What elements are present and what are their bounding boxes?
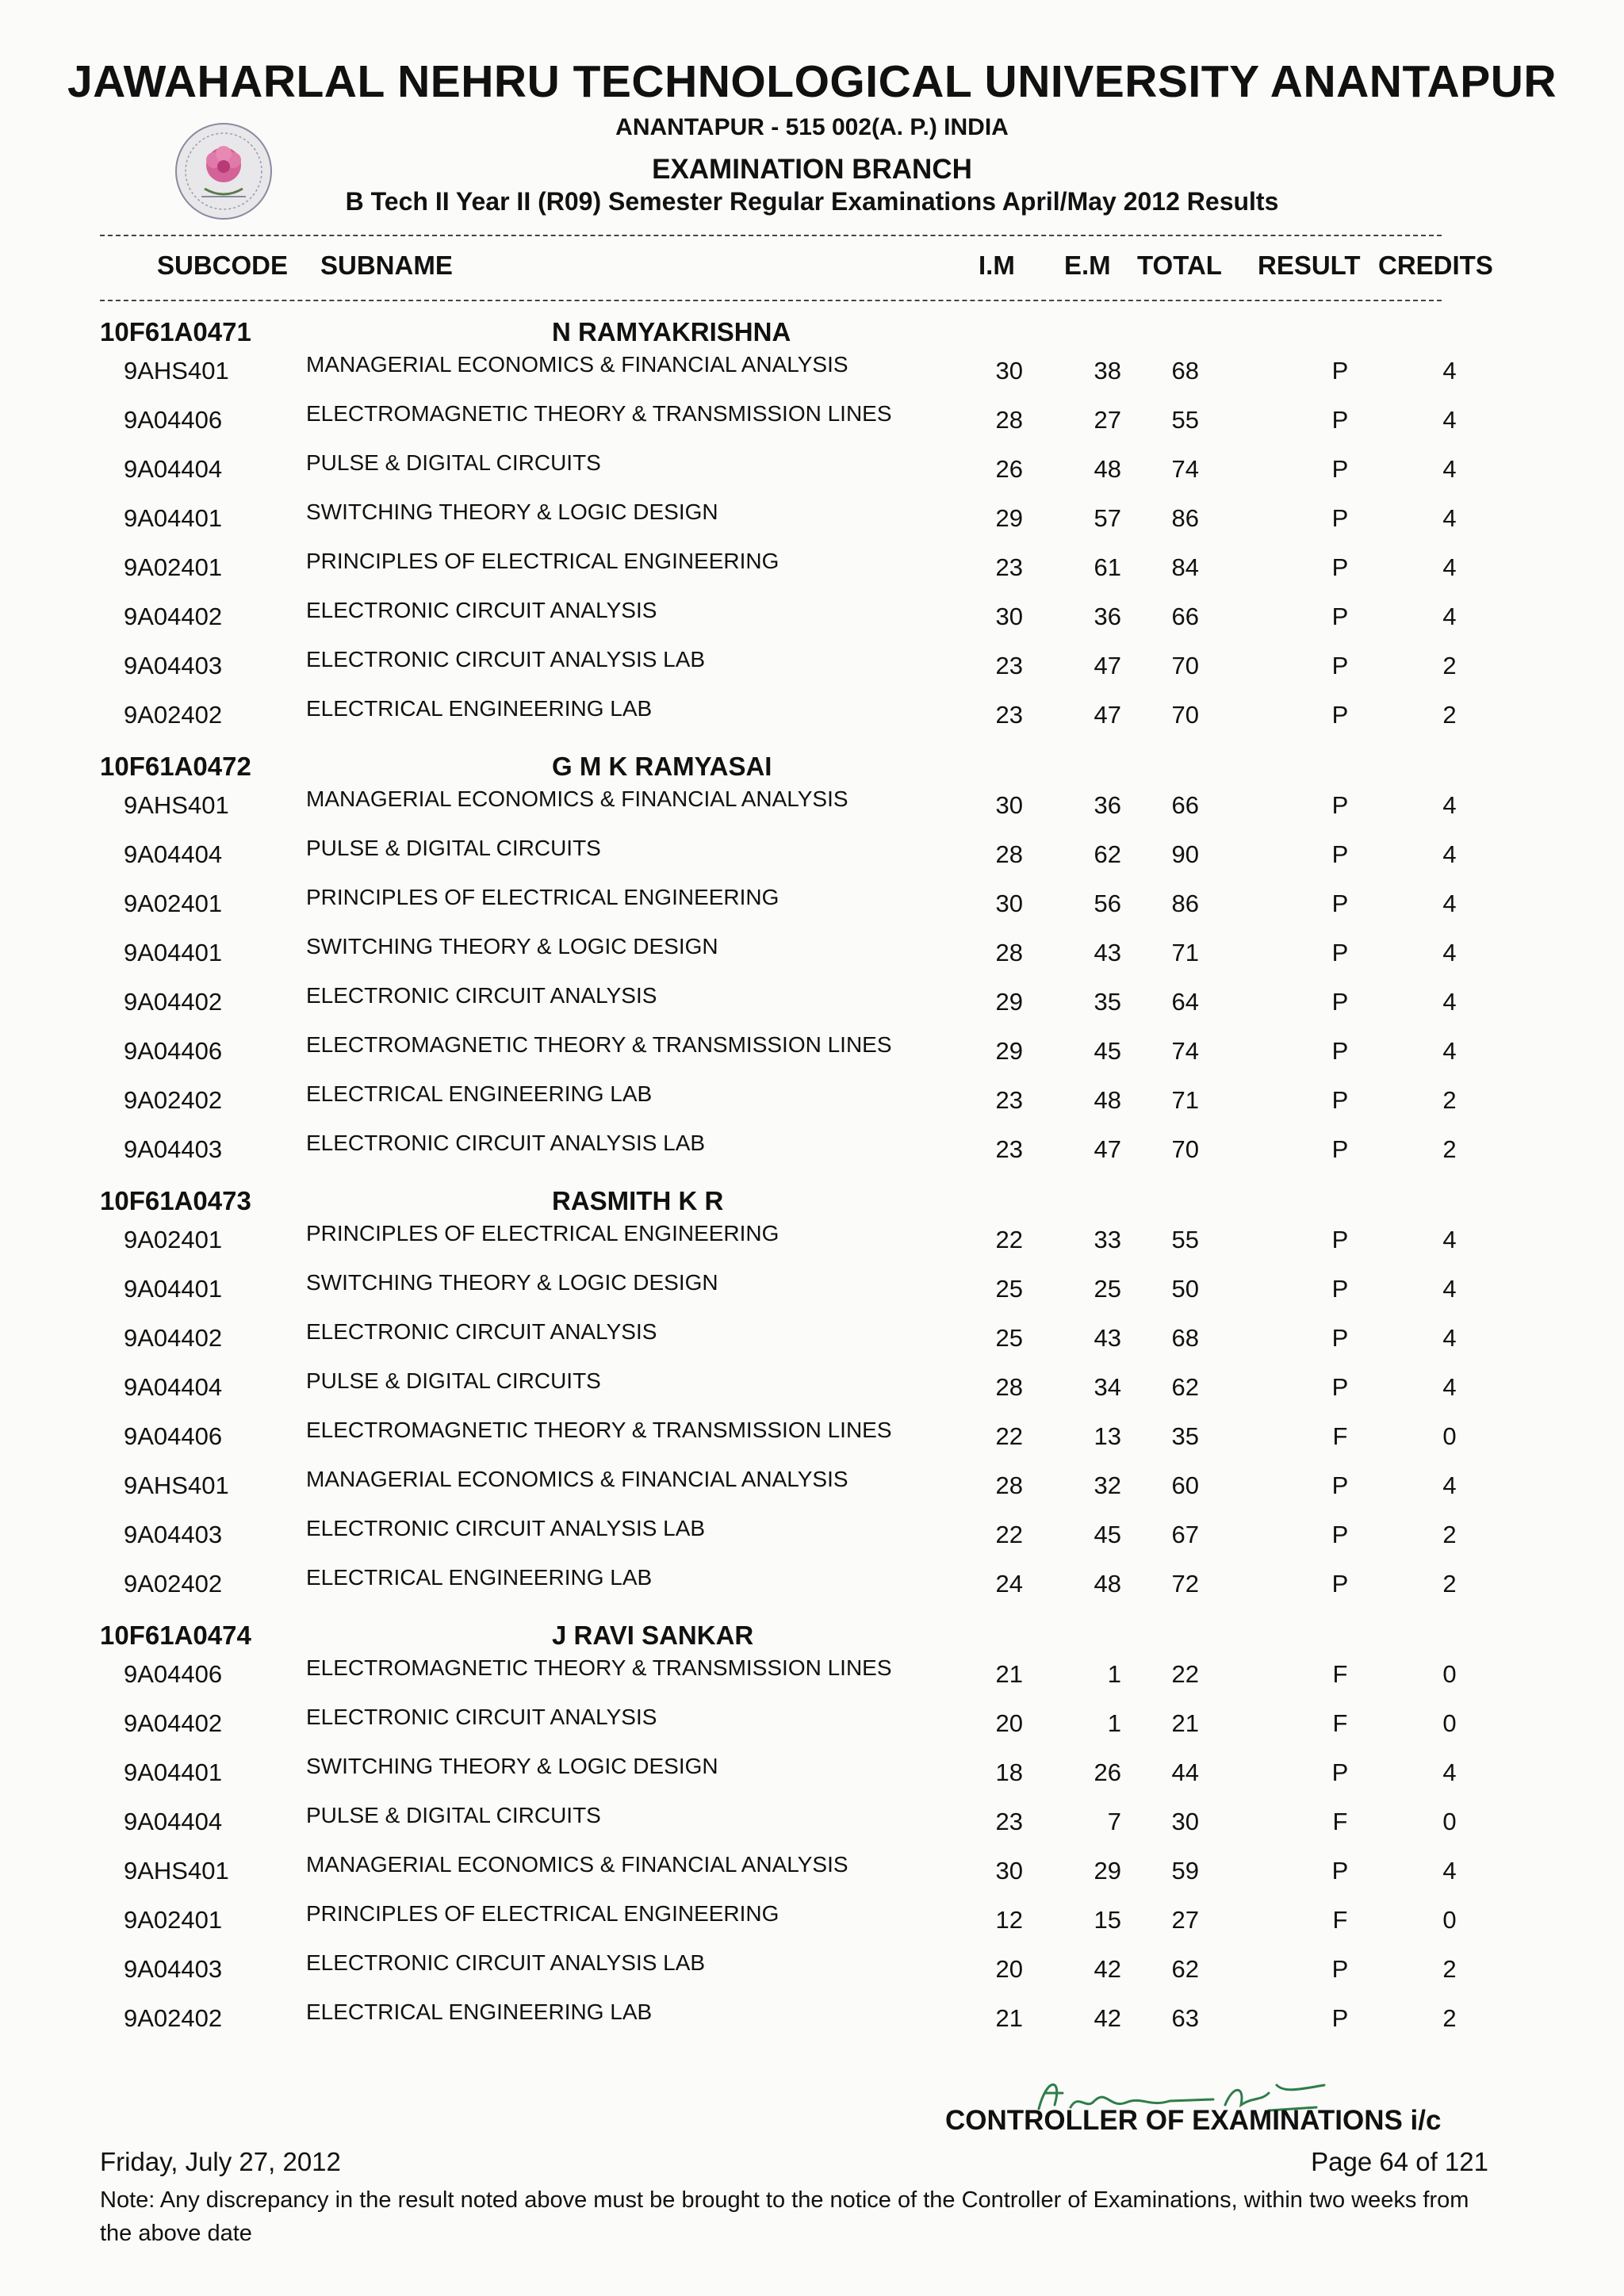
internal-marks: 29	[995, 504, 1023, 532]
internal-marks: 28	[995, 406, 1023, 434]
total-marks: 66	[1171, 603, 1199, 630]
external-marks: 38	[1094, 357, 1121, 385]
column-header-subcode: SUBCODE	[157, 251, 289, 280]
result: P	[1331, 553, 1349, 581]
subject-name: ELECTRONIC CIRCUIT ANALYSIS	[306, 983, 657, 1008]
result: P	[1331, 2004, 1349, 2032]
table-row	[0, 645, 1624, 695]
credits: 4	[1442, 1373, 1457, 1401]
result: F	[1332, 1906, 1348, 1934]
credits: 4	[1442, 1758, 1457, 1786]
table-row	[0, 596, 1624, 645]
subject-name: ELECTRICAL ENGINEERING LAB	[306, 1999, 653, 2024]
result: P	[1331, 840, 1349, 868]
total-marks: 62	[1171, 1955, 1199, 1983]
internal-marks: 28	[995, 1471, 1023, 1499]
subject-code: 9A04403	[124, 652, 223, 679]
subject-code: 9A04401	[124, 1275, 223, 1303]
external-marks: 62	[1094, 840, 1121, 868]
student-name: G M K RAMYASAI	[552, 752, 772, 781]
external-marks: 42	[1094, 1955, 1121, 1983]
subject-code: 9A04401	[124, 504, 223, 532]
total-marks: 55	[1171, 406, 1199, 434]
subject-code: 9AHS401	[124, 791, 229, 819]
examination-branch: EXAMINATION BRANCH	[652, 154, 972, 185]
subject-code: 9A04402	[124, 988, 223, 1016]
subject-code: 9A04403	[124, 1521, 223, 1548]
internal-marks: 30	[995, 791, 1023, 819]
result: F	[1332, 1422, 1348, 1450]
external-marks: 57	[1094, 504, 1121, 532]
table-row	[0, 834, 1624, 883]
internal-marks: 20	[995, 1955, 1023, 1983]
subject-name: ELECTRONIC CIRCUIT ANALYSIS LAB	[306, 1516, 706, 1540]
credits: 4	[1442, 791, 1457, 819]
subject-code: 9AHS401	[124, 1471, 229, 1499]
subject-name: ELECTROMAGNETIC THEORY & TRANSMISSION LINES	[306, 401, 892, 426]
subject-code: 9A02402	[124, 1570, 223, 1598]
table-row	[0, 400, 1624, 449]
student-name: N RAMYAKRISHNA	[552, 317, 791, 346]
subject-code: 9A04406	[124, 1422, 223, 1450]
table-row	[0, 883, 1624, 932]
result: P	[1331, 1037, 1349, 1065]
subject-code: 9A04401	[124, 1758, 223, 1786]
external-marks: 1	[1107, 1660, 1121, 1688]
external-marks: 29	[1094, 1857, 1121, 1885]
student-roll-number: 10F61A0474	[100, 1621, 251, 1650]
credits: 0	[1442, 1906, 1457, 1934]
header-divider-bottom	[100, 300, 1442, 301]
credits: 4	[1442, 455, 1457, 483]
total-marks: 35	[1171, 1422, 1199, 1450]
table-row	[0, 498, 1624, 547]
total-marks: 71	[1171, 939, 1199, 966]
internal-marks: 23	[995, 1135, 1023, 1163]
credits: 0	[1442, 1660, 1457, 1688]
subject-code: 9A02401	[124, 890, 223, 917]
subject-code: 9A02402	[124, 2004, 223, 2032]
internal-marks: 23	[995, 1808, 1023, 1835]
table-row	[0, 1949, 1624, 1998]
subject-code: 9A04402	[124, 1324, 223, 1352]
table-row	[0, 1465, 1624, 1514]
subject-name: SWITCHING THEORY & LOGIC DESIGN	[306, 934, 718, 959]
external-marks: 61	[1094, 553, 1121, 581]
external-marks: 15	[1094, 1906, 1121, 1934]
column-header-subname: SUBNAME	[320, 251, 453, 280]
internal-marks: 25	[995, 1275, 1023, 1303]
subject-code: 9A04406	[124, 1037, 223, 1065]
table-row	[0, 1654, 1624, 1703]
result: P	[1331, 1373, 1349, 1401]
table-row	[0, 547, 1624, 596]
student-roll-number: 10F61A0473	[100, 1186, 251, 1215]
credits: 4	[1442, 890, 1457, 917]
result: P	[1331, 939, 1349, 966]
result: P	[1331, 791, 1349, 819]
result: F	[1332, 1709, 1348, 1737]
total-marks: 55	[1171, 1226, 1199, 1253]
total-marks: 62	[1171, 1373, 1199, 1401]
external-marks: 47	[1094, 701, 1121, 729]
internal-marks: 30	[995, 1857, 1023, 1885]
internal-marks: 29	[995, 1037, 1023, 1065]
credits: 0	[1442, 1808, 1457, 1835]
total-marks: 63	[1171, 2004, 1199, 2032]
credits: 4	[1442, 939, 1457, 966]
subject-name: PULSE & DIGITAL CIRCUITS	[306, 1368, 601, 1393]
subject-name: SWITCHING THEORY & LOGIC DESIGN	[306, 1754, 718, 1778]
total-marks: 44	[1171, 1758, 1199, 1786]
internal-marks: 24	[995, 1570, 1023, 1598]
table-row	[0, 1031, 1624, 1080]
table-row	[0, 1318, 1624, 1367]
external-marks: 26	[1094, 1758, 1121, 1786]
credits: 4	[1442, 840, 1457, 868]
internal-marks: 23	[995, 652, 1023, 679]
subject-code: 9A02402	[124, 701, 223, 729]
total-marks: 74	[1171, 455, 1199, 483]
student-roll-number: 10F61A0472	[100, 752, 251, 781]
credits: 4	[1442, 1471, 1457, 1499]
result: P	[1331, 357, 1349, 385]
external-marks: 47	[1094, 652, 1121, 679]
subject-name: ELECTRONIC CIRCUIT ANALYSIS	[306, 1319, 657, 1344]
total-marks: 67	[1171, 1521, 1199, 1548]
subject-code: 9A04401	[124, 939, 223, 966]
subject-code: 9A04404	[124, 455, 223, 483]
credits: 2	[1442, 701, 1457, 729]
total-marks: 70	[1171, 652, 1199, 679]
subject-name: ELECTRONIC CIRCUIT ANALYSIS	[306, 598, 657, 622]
result: P	[1331, 988, 1349, 1016]
credits: 0	[1442, 1709, 1457, 1737]
table-row	[0, 1514, 1624, 1563]
subject-name: ELECTRONIC CIRCUIT ANALYSIS LAB	[306, 1950, 706, 1975]
result: P	[1331, 701, 1349, 729]
internal-marks: 21	[995, 1660, 1023, 1688]
credits: 4	[1442, 504, 1457, 532]
result: P	[1331, 603, 1349, 630]
table-row	[0, 350, 1624, 400]
table-row	[0, 449, 1624, 498]
internal-marks: 23	[995, 1086, 1023, 1114]
table-row	[0, 1563, 1624, 1613]
table-row	[0, 1367, 1624, 1416]
credits: 4	[1442, 1275, 1457, 1303]
result: P	[1331, 1570, 1349, 1598]
total-marks: 21	[1171, 1709, 1199, 1737]
credits: 0	[1442, 1422, 1457, 1450]
internal-marks: 26	[995, 455, 1023, 483]
subject-code: 9A04404	[124, 1373, 223, 1401]
internal-marks: 23	[995, 701, 1023, 729]
subject-name: MANAGERIAL ECONOMICS & FINANCIAL ANALYSIS	[306, 1852, 848, 1877]
external-marks: 1	[1107, 1709, 1121, 1737]
table-row	[0, 1269, 1624, 1318]
internal-marks: 22	[995, 1422, 1023, 1450]
subject-code: 9A02402	[124, 1086, 223, 1114]
internal-marks: 29	[995, 988, 1023, 1016]
student-name: J RAVI SANKAR	[552, 1621, 754, 1650]
credits: 4	[1442, 1037, 1457, 1065]
external-marks: 48	[1094, 1570, 1121, 1598]
total-marks: 86	[1171, 504, 1199, 532]
external-marks: 45	[1094, 1037, 1121, 1065]
internal-marks: 30	[995, 603, 1023, 630]
total-marks: 22	[1171, 1660, 1199, 1688]
credits: 4	[1442, 1226, 1457, 1253]
total-marks: 71	[1171, 1086, 1199, 1114]
external-marks: 13	[1094, 1422, 1121, 1450]
total-marks: 66	[1171, 791, 1199, 819]
result: P	[1331, 1521, 1349, 1548]
page-number: Page 64 of 121	[1311, 2147, 1488, 2176]
credits: 4	[1442, 406, 1457, 434]
table-row	[0, 1752, 1624, 1801]
subject-code: 9A04402	[124, 603, 223, 630]
internal-marks: 28	[995, 939, 1023, 966]
subject-code: 9A02401	[124, 1906, 223, 1934]
external-marks: 43	[1094, 939, 1121, 966]
credits: 2	[1442, 1955, 1457, 1983]
total-marks: 70	[1171, 1135, 1199, 1163]
subject-name: SWITCHING THEORY & LOGIC DESIGN	[306, 1270, 718, 1295]
result: F	[1332, 1808, 1348, 1835]
internal-marks: 23	[995, 553, 1023, 581]
internal-marks: 30	[995, 890, 1023, 917]
credits: 2	[1442, 1570, 1457, 1598]
credits: 4	[1442, 357, 1457, 385]
table-row	[0, 1850, 1624, 1900]
column-header-total: TOTAL	[1137, 251, 1222, 280]
result: P	[1331, 455, 1349, 483]
result: P	[1331, 1226, 1349, 1253]
table-row	[0, 1219, 1624, 1269]
column-header-result: RESULT	[1258, 251, 1361, 280]
table-row	[0, 1129, 1624, 1178]
external-marks: 27	[1094, 406, 1121, 434]
result: P	[1331, 1471, 1349, 1499]
external-marks: 56	[1094, 890, 1121, 917]
column-header-credits: CREDITS	[1378, 251, 1493, 280]
result: P	[1331, 1857, 1349, 1885]
total-marks: 68	[1171, 357, 1199, 385]
total-marks: 59	[1171, 1857, 1199, 1885]
subject-code: 9A04404	[124, 840, 223, 868]
internal-marks: 28	[995, 1373, 1023, 1401]
result: P	[1331, 1324, 1349, 1352]
total-marks: 90	[1171, 840, 1199, 868]
result: P	[1331, 1135, 1349, 1163]
credits: 4	[1442, 1324, 1457, 1352]
result: P	[1331, 1758, 1349, 1786]
subject-code: 9AHS401	[124, 1857, 229, 1885]
external-marks: 48	[1094, 1086, 1121, 1114]
subject-name: PRINCIPLES OF ELECTRICAL ENGINEERING	[306, 1901, 779, 1926]
credits: 2	[1442, 652, 1457, 679]
internal-marks: 22	[995, 1226, 1023, 1253]
column-header-em: E.M	[1064, 251, 1111, 280]
total-marks: 70	[1171, 701, 1199, 729]
table-row	[0, 982, 1624, 1031]
subject-name: ELECTRONIC CIRCUIT ANALYSIS LAB	[306, 1131, 706, 1155]
external-marks: 36	[1094, 603, 1121, 630]
table-row	[0, 695, 1624, 744]
result: P	[1331, 504, 1349, 532]
external-marks: 32	[1094, 1471, 1121, 1499]
subject-code: 9A04406	[124, 406, 223, 434]
credits: 4	[1442, 1857, 1457, 1885]
internal-marks: 18	[995, 1758, 1023, 1786]
external-marks: 45	[1094, 1521, 1121, 1548]
subject-name: ELECTRICAL ENGINEERING LAB	[306, 1081, 653, 1106]
external-marks: 48	[1094, 455, 1121, 483]
table-row	[0, 1998, 1624, 2047]
subject-code: 9A02401	[124, 1226, 223, 1253]
subject-name: ELECTRICAL ENGINEERING LAB	[306, 1565, 653, 1590]
external-marks: 33	[1094, 1226, 1121, 1253]
total-marks: 68	[1171, 1324, 1199, 1352]
external-marks: 34	[1094, 1373, 1121, 1401]
student-name: RASMITH K R	[552, 1186, 724, 1215]
header-divider-top	[100, 235, 1442, 236]
university-address: ANANTAPUR - 515 002(A. P.) INDIA	[615, 114, 1009, 140]
university-seal-icon	[173, 121, 274, 222]
subject-code: 9AHS401	[124, 357, 229, 385]
external-marks: 35	[1094, 988, 1121, 1016]
credits: 4	[1442, 988, 1457, 1016]
table-row	[0, 785, 1624, 834]
result: P	[1331, 652, 1349, 679]
internal-marks: 28	[995, 840, 1023, 868]
external-marks: 7	[1107, 1808, 1121, 1835]
subject-name: ELECTROMAGNETIC THEORY & TRANSMISSION LINES	[306, 1418, 892, 1442]
subject-name: MANAGERIAL ECONOMICS & FINANCIAL ANALYSIS	[306, 1467, 848, 1491]
result: P	[1331, 1275, 1349, 1303]
external-marks: 43	[1094, 1324, 1121, 1352]
total-marks: 74	[1171, 1037, 1199, 1065]
result: P	[1331, 1086, 1349, 1114]
credits: 4	[1442, 603, 1457, 630]
subject-name: MANAGERIAL ECONOMICS & FINANCIAL ANALYSIS	[306, 352, 848, 377]
result: P	[1331, 406, 1349, 434]
result: P	[1331, 1955, 1349, 1983]
total-marks: 64	[1171, 988, 1199, 1016]
internal-marks: 22	[995, 1521, 1023, 1548]
result: P	[1331, 890, 1349, 917]
subject-name: PULSE & DIGITAL CIRCUITS	[306, 450, 601, 475]
subject-name: ELECTRICAL ENGINEERING LAB	[306, 696, 653, 721]
subject-code: 9A04404	[124, 1808, 223, 1835]
subject-name: PRINCIPLES OF ELECTRICAL ENGINEERING	[306, 885, 779, 909]
university-name: JAWAHARLAL NEHRU TECHNOLOGICAL UNIVERSITY ANANTAPUR	[67, 56, 1557, 107]
subject-name: ELECTROMAGNETIC THEORY & TRANSMISSION LINES	[306, 1655, 892, 1680]
table-row	[0, 1900, 1624, 1949]
total-marks: 50	[1171, 1275, 1199, 1303]
table-row	[0, 1801, 1624, 1850]
internal-marks: 21	[995, 2004, 1023, 2032]
exam-title: B Tech II Year II (R09) Semester Regular Examinations April/May 2012 Results	[345, 187, 1279, 216]
table-row	[0, 1703, 1624, 1752]
subject-name: SWITCHING THEORY & LOGIC DESIGN	[306, 499, 718, 524]
table-row	[0, 932, 1624, 982]
credits: 4	[1442, 553, 1457, 581]
subject-name: PRINCIPLES OF ELECTRICAL ENGINEERING	[306, 1221, 779, 1246]
credits: 2	[1442, 1521, 1457, 1548]
subject-name: PRINCIPLES OF ELECTRICAL ENGINEERING	[306, 549, 779, 573]
internal-marks: 20	[995, 1709, 1023, 1737]
credits: 2	[1442, 1135, 1457, 1163]
external-marks: 47	[1094, 1135, 1121, 1163]
total-marks: 72	[1171, 1570, 1199, 1598]
internal-marks: 25	[995, 1324, 1023, 1352]
subject-name: ELECTRONIC CIRCUIT ANALYSIS LAB	[306, 647, 706, 672]
credits: 2	[1442, 2004, 1457, 2032]
controller-of-examinations: CONTROLLER OF EXAMINATIONS i/c	[945, 2105, 1442, 2136]
footer-note: Note: Any discrepancy in the result noted above must be brought to the notice of the Controller of Examinations, within two weeks from the above date	[100, 2187, 1469, 2246]
external-marks: 42	[1094, 2004, 1121, 2032]
subject-name: PULSE & DIGITAL CIRCUITS	[306, 836, 601, 860]
table-row	[0, 1416, 1624, 1465]
table-row	[0, 1080, 1624, 1129]
internal-marks: 12	[995, 1906, 1023, 1934]
total-marks: 27	[1171, 1906, 1199, 1934]
total-marks: 60	[1171, 1471, 1199, 1499]
total-marks: 86	[1171, 890, 1199, 917]
subject-name: ELECTRONIC CIRCUIT ANALYSIS	[306, 1705, 657, 1729]
student-roll-number: 10F61A0471	[100, 317, 251, 346]
total-marks: 30	[1171, 1808, 1199, 1835]
subject-code: 9A04406	[124, 1660, 223, 1688]
internal-marks: 30	[995, 357, 1023, 385]
total-marks: 84	[1171, 553, 1199, 581]
subject-name: PULSE & DIGITAL CIRCUITS	[306, 1803, 601, 1827]
column-header-im: I.M	[979, 251, 1015, 280]
document-date: Friday, July 27, 2012	[100, 2147, 341, 2176]
subject-code: 9A02401	[124, 553, 223, 581]
subject-name: MANAGERIAL ECONOMICS & FINANCIAL ANALYSIS	[306, 786, 848, 811]
subject-code: 9A04403	[124, 1135, 223, 1163]
result: F	[1332, 1660, 1348, 1688]
subject-name: ELECTROMAGNETIC THEORY & TRANSMISSION LINES	[306, 1032, 892, 1057]
external-marks: 36	[1094, 791, 1121, 819]
external-marks: 25	[1094, 1275, 1121, 1303]
credits: 2	[1442, 1086, 1457, 1114]
subject-code: 9A04402	[124, 1709, 223, 1737]
subject-code: 9A04403	[124, 1955, 223, 1983]
